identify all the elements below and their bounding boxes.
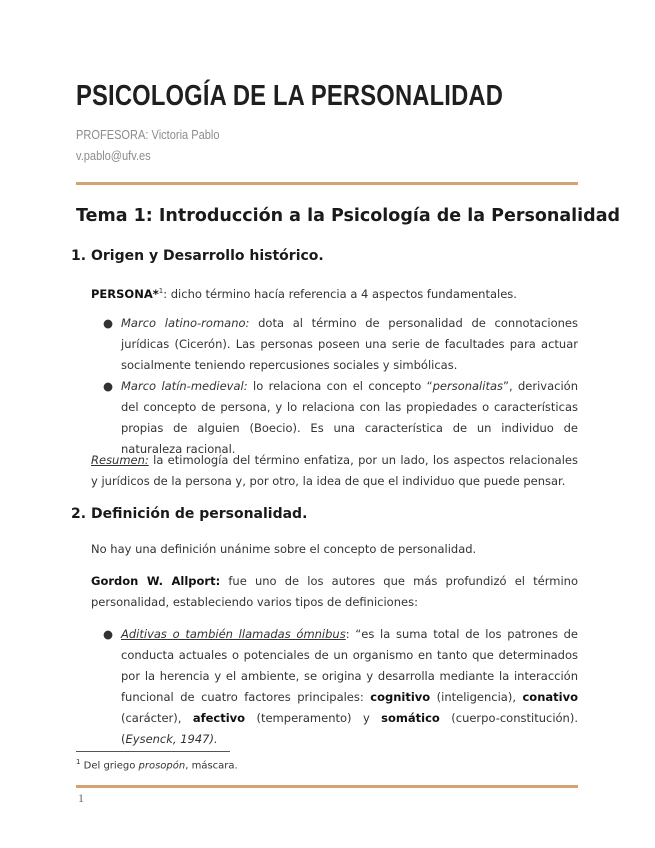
bullet-text: ”, derivación del concepto de persona, y lo relaciona con las propiedades o características propias de alguien (Boecio). Es una característica de un individuo de naturaleza racional.: [121, 379, 578, 456]
term-cognitivo: cognitivo: [370, 690, 431, 704]
bullet-lead: Aditivas o también llamadas ómnibus: [121, 627, 346, 641]
bullet-dot: ●: [103, 627, 114, 641]
bullet-dot: ●: [103, 316, 114, 330]
bullet-text: (cuerpo-constitución). (: [121, 711, 578, 746]
section-1-heading: [71, 248, 324, 264]
resumen-text: la etimología del término enfatiza, por un lado, los aspectos relacionales y jurídicos de la persona y, por otro, la idea de que el individuo que puede pensar.: [91, 453, 578, 488]
bullet-text: lo relaciona con el concepto “: [247, 379, 433, 393]
bullet-text: dota al término de personalidad de connotaciones jurídicas (Cicerón). Las personas poseen una serie de facultades para actuar socialmente teniendo repercusiones sociales y simbólicas.: [121, 316, 578, 372]
persona-label: PERSONA*: [91, 286, 159, 301]
footer-divider: [76, 785, 578, 788]
professor-email: v.pablo@ufv.es: [76, 148, 151, 163]
persona-paragraph: [91, 281, 578, 305]
professor-line: PROFESORA: Victoria Pablo: [76, 127, 220, 142]
resumen-paragraph: [91, 450, 578, 492]
document-title: PSICOLOGÍA DE LA PERSONALIDAD: [76, 80, 504, 112]
bullet-aditivas: [121, 624, 578, 750]
allport-text: fue uno de los autores que más profundizó el término personalidad, estableciendo varios tipos de definiciones:: [91, 574, 578, 609]
footnote: [76, 758, 238, 771]
bullet-lead: Marco latín-medieval:: [121, 379, 248, 393]
footnote-text: , máscara.: [185, 760, 238, 772]
bullet-text: (carácter),: [121, 711, 193, 725]
bullet-text: (temperamento) y: [245, 711, 382, 725]
section-2-heading: [71, 506, 307, 522]
persona-text: : dicho término hacía referencia a 4 aspectos fundamentales.: [163, 286, 517, 301]
footnote-number: 1: [76, 758, 81, 766]
footnote-text: Del griego: [80, 760, 139, 772]
footnote-italic: prosopón: [138, 760, 186, 772]
bullet-italic: personalitas: [432, 379, 503, 393]
persona-footnote-ref: 1: [158, 287, 164, 295]
bullet-marco-latino-romano: [121, 313, 578, 376]
footnote-divider: [76, 751, 230, 752]
term-somatico: somático: [381, 711, 440, 725]
term-afectivo: afectivo: [192, 711, 246, 725]
allport-paragraph: [91, 571, 578, 613]
section-1-number: 1.: [71, 248, 87, 264]
bullet-dot: ●: [103, 379, 114, 393]
no-definition-paragraph: No hay una definición unánime sobre el concepto de personalidad.: [91, 542, 477, 556]
citation: Eysenck, 1947).: [125, 732, 218, 746]
bullet-marco-latin-medieval: [121, 376, 578, 460]
resumen-label: Resumen:: [91, 453, 149, 467]
allport-label: Gordon W. Allport:: [91, 574, 221, 588]
bullet-text: : “es la suma total de los patrones de conducta actuales o potenciales de un organismo en tanto que determinados por la herencia y el ambiente, se origina y desarrolla mediante la interacción funcional de cuatro factores principales:: [121, 627, 579, 704]
section-1-title: Origen y Desarrollo histórico.: [91, 248, 324, 264]
topic-heading: Tema 1: Introducción a la Psicología de la Personalidad: [76, 206, 621, 226]
bullet-text: (inteligencia),: [430, 690, 523, 704]
section-2-number: 2.: [71, 506, 87, 522]
section-2-title: Definición de personalidad.: [91, 506, 308, 522]
header-divider: [76, 182, 578, 185]
page-number: 1: [78, 791, 84, 805]
term-conativo: conativo: [522, 690, 578, 704]
bullet-lead: Marco latino-romano:: [121, 316, 250, 330]
